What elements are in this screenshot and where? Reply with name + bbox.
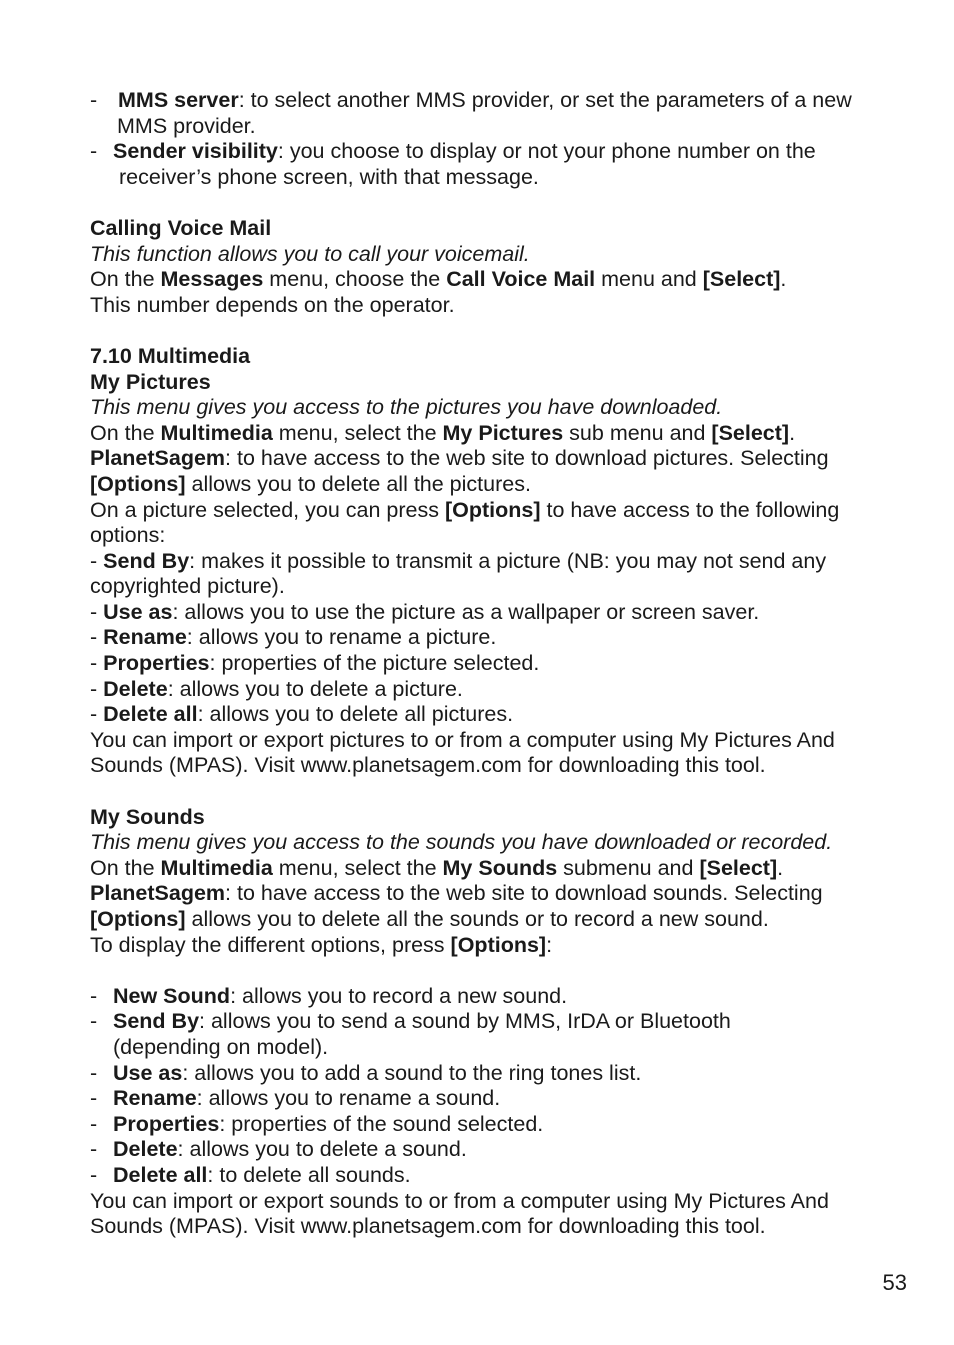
list-item: - Use as: allows you to add a sound to the ring tones list. xyxy=(90,1060,642,1085)
list-item: - Delete all: allows you to delete all pictures. xyxy=(90,702,514,727)
voicemail-heading: Calling Voice Mail xyxy=(90,215,272,240)
paragraph-line: PlanetSagem: to have access to the web site to download pictures. Selecting xyxy=(90,446,829,471)
voicemail-intro: This function allows you to call your voicemail. xyxy=(90,241,530,266)
paragraph-line: On the Messages menu, choose the Call Voice Mail menu and [Select]. xyxy=(90,267,787,292)
paragraph-line: You can import or export sounds to or from a computer using My Pictures And xyxy=(90,1188,829,1213)
paragraph-line: [Options] allows you to delete all the sounds or to record a new sound. xyxy=(90,907,769,931)
list-item: - Send By: makes it possible to transmit a picture (NB: you may not send any xyxy=(90,548,827,573)
paragraph-line: options: xyxy=(90,523,166,548)
list-item: - MMS server: to select another MMS provider, or set the parameters of a new xyxy=(90,88,852,112)
list-item: - Properties: properties of the picture selected. xyxy=(90,651,540,676)
pictures-intro: This menu gives you access to the pictures you have downloaded. xyxy=(90,395,723,420)
paragraph-line: Sounds (MPAS). Visit www.planetsagem.com for downloading this tool. xyxy=(90,753,766,778)
list-item: copyrighted picture). xyxy=(90,574,285,599)
paragraph-line: PlanetSagem: to have access to the web site to download sounds. Selecting xyxy=(90,881,823,906)
list-item: - Send By: allows you to send a sound by MMS, IrDA or Bluetooth xyxy=(90,1009,731,1034)
list-item: - Sender visibility: you choose to display or not your phone number on the xyxy=(90,139,816,164)
list-item: - Rename: allows you to rename a sound. xyxy=(90,1086,501,1111)
paragraph-line: On the Multimedia menu, select the My Sounds submenu and [Select]. xyxy=(90,855,784,880)
sounds-intro: This menu gives you access to the sounds you have downloaded or recorded. xyxy=(90,830,833,855)
paragraph-line: Sounds (MPAS). Visit www.planetsagem.com for downloading this tool. xyxy=(90,1214,766,1239)
paragraph-line: On the Multimedia menu, select the My Pictures sub menu and [Select]. xyxy=(90,420,796,445)
list-item: - Delete: allows you to delete a picture. xyxy=(90,676,463,701)
list-item: - Delete all: to delete all sounds. xyxy=(90,1162,411,1187)
list-item-continuation: MMS provider. xyxy=(117,113,256,138)
list-item-continuation: receiver’s phone screen, with that message. xyxy=(119,164,539,189)
paragraph-line: To display the different options, press [Options]: xyxy=(90,932,553,957)
list-item-continuation: (depending on model). xyxy=(113,1034,329,1059)
list-item: - New Sound: allows you to record a new sound. xyxy=(90,983,568,1008)
list-item: - Delete: allows you to delete a sound. xyxy=(90,1137,467,1162)
paragraph-line: [Options] allows you to delete all the pictures. xyxy=(90,471,531,496)
section-heading: 7.10 Multimedia xyxy=(90,343,251,368)
pictures-heading: My Pictures xyxy=(90,369,211,394)
list-item: - Rename: allows you to rename a picture. xyxy=(90,625,497,650)
sounds-heading: My Sounds xyxy=(90,804,205,829)
manual-page xyxy=(90,88,910,1240)
paragraph-line: On a picture selected, you can press [Options] to have access to the following xyxy=(90,497,840,522)
page-number: 53 xyxy=(882,1270,907,1295)
paragraph-line: This number depends on the operator. xyxy=(90,292,455,317)
paragraph-line: You can import or export pictures to or from a computer using My Pictures And xyxy=(90,727,835,752)
list-item: - Properties: properties of the sound selected. xyxy=(90,1111,544,1136)
list-item: - Use as: allows you to use the picture as a wallpaper or screen saver. xyxy=(90,599,760,624)
